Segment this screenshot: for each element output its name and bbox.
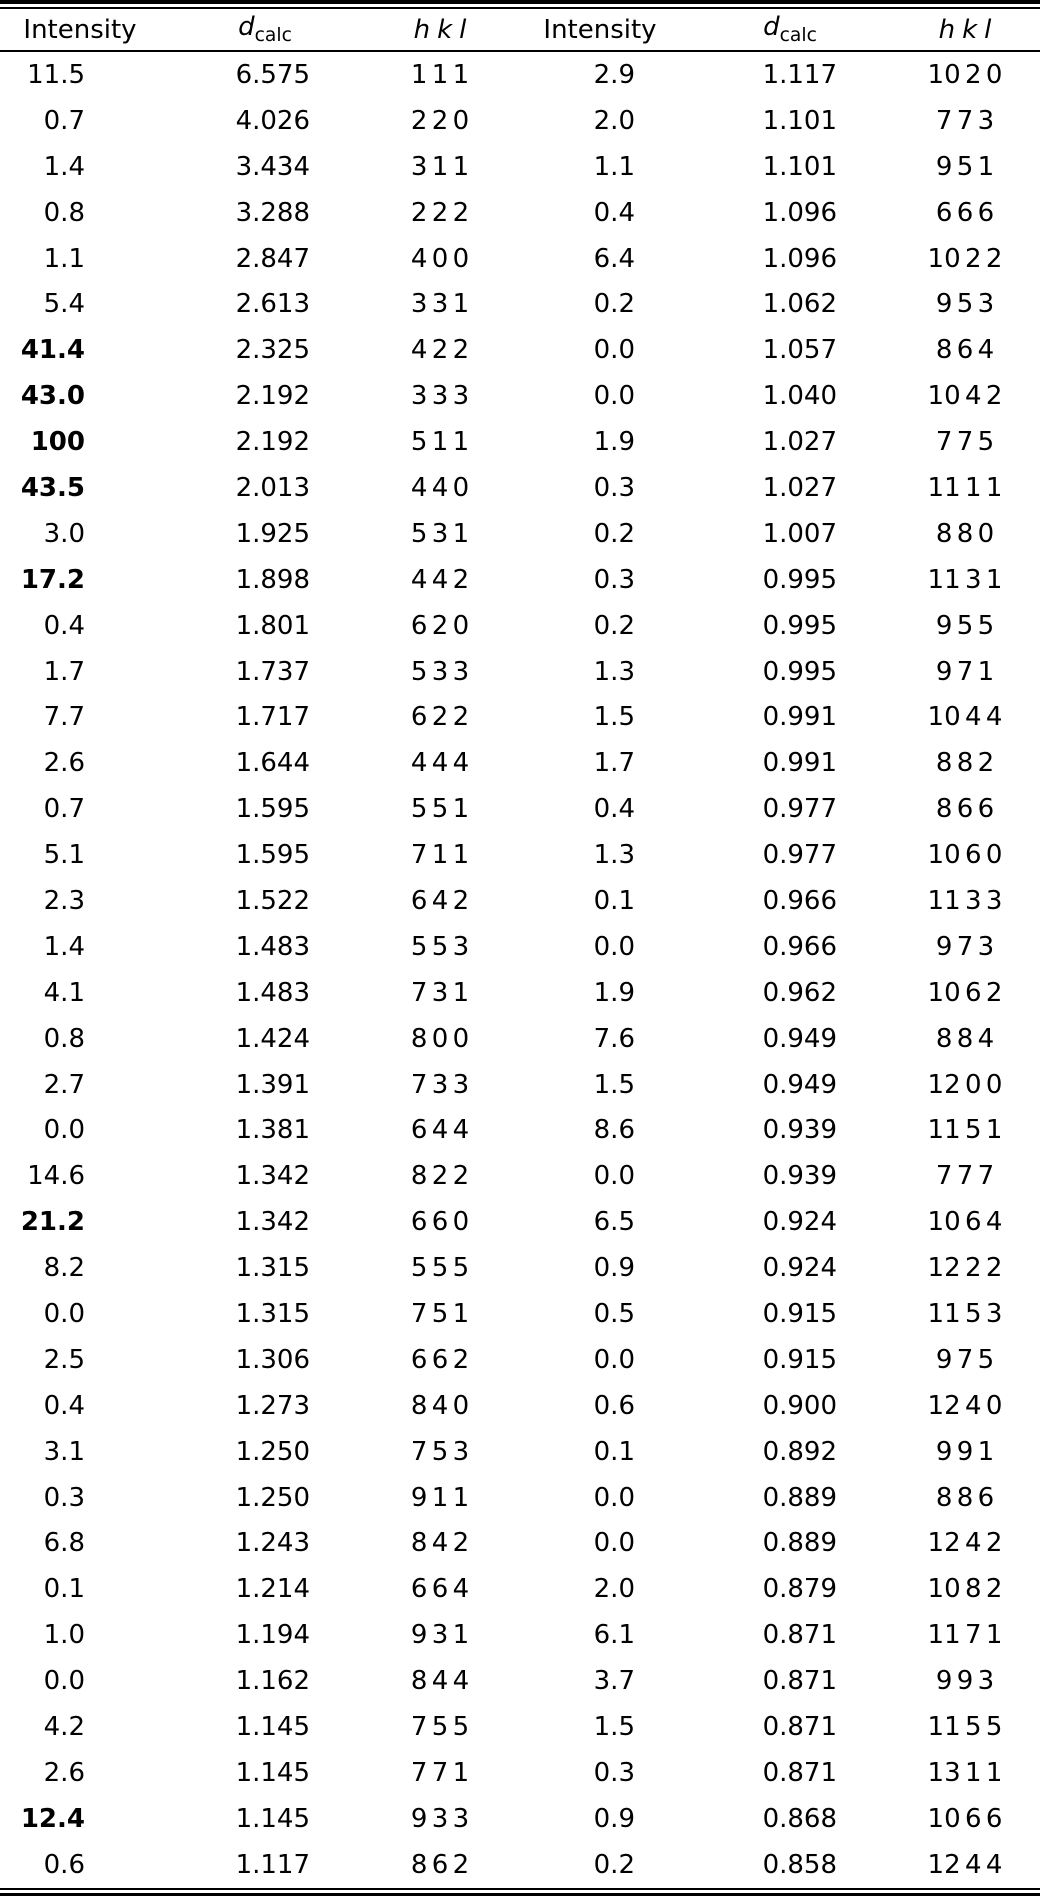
intensity-cell: 7.6 — [593, 1023, 635, 1054]
hkl-cell: 1 1 1 — [410, 59, 470, 90]
intensity-cell: 17.2 — [20, 564, 85, 595]
dcalc-cell: 1.101 — [762, 151, 837, 182]
hkl-cell: 4 4 4 — [410, 748, 470, 779]
hkl-cell: 9 5 5 — [935, 610, 995, 641]
intensity-cell: 1.9 — [593, 977, 635, 1008]
dcalc-cell: 2.325 — [235, 335, 310, 366]
hkl-cell: 3 3 1 — [410, 289, 470, 320]
dcalc-cell: 2.192 — [235, 381, 310, 412]
dcalc-cell: 1.117 — [762, 59, 837, 90]
intensity-cell: 0.0 — [43, 1666, 85, 1697]
table-row — [0, 1016, 1040, 1062]
intensity-cell: 14.6 — [27, 1161, 85, 1192]
hkl-cell: 3 1 1 — [410, 151, 470, 182]
dcalc-cell: 1.145 — [235, 1803, 310, 1834]
dcalc-cell: 1.096 — [762, 197, 837, 228]
header-dcalc-right-symbol: d — [763, 12, 780, 43]
dcalc-cell: 1.057 — [762, 335, 837, 366]
table-row — [0, 1199, 1040, 1245]
intensity-cell: 0.2 — [593, 518, 635, 549]
hkl-cell: 9 7 5 — [935, 1344, 995, 1375]
header-hkl-right-label: h k l — [938, 14, 992, 45]
intensity-cell: 43.0 — [20, 381, 85, 412]
intensity-cell: 0.0 — [593, 1482, 635, 1513]
header-dcalc-left-symbol: d — [238, 12, 255, 43]
dcalc-cell: 2.613 — [235, 289, 310, 320]
intensity-cell: 2.3 — [43, 885, 85, 916]
header-dcalc-left-sub: calc — [254, 25, 292, 47]
table-row — [0, 1796, 1040, 1842]
dcalc-cell: 1.243 — [235, 1528, 310, 1559]
dcalc-cell: 1.027 — [762, 427, 837, 458]
intensity-cell: 0.4 — [43, 610, 85, 641]
table-row — [0, 144, 1040, 190]
table-row — [0, 465, 1040, 511]
intensity-cell: 0.0 — [593, 1161, 635, 1192]
intensity-cell: 0.0 — [593, 1528, 635, 1559]
dcalc-cell: 1.162 — [235, 1666, 310, 1697]
table-row — [0, 1704, 1040, 1750]
intensity-cell: 0.0 — [593, 931, 635, 962]
hkl-cell: 8 4 2 — [410, 1528, 470, 1559]
hkl-cell: 12 4 0 — [927, 1390, 1003, 1421]
hkl-cell: 5 3 1 — [410, 518, 470, 549]
intensity-cell: 0.4 — [43, 1390, 85, 1421]
header-intensity-right-label: Intensity — [543, 14, 657, 45]
hkl-cell: 12 2 2 — [927, 1253, 1003, 1284]
dcalc-cell: 1.717 — [235, 702, 310, 733]
intensity-cell: 100 — [30, 427, 85, 458]
intensity-cell: 0.1 — [43, 1574, 85, 1605]
intensity-cell: 0.9 — [593, 1253, 635, 1284]
table-bottom-rule — [0, 1888, 1040, 1896]
dcalc-cell: 1.145 — [235, 1712, 310, 1742]
hkl-cell: 5 5 3 — [410, 931, 470, 962]
intensity-cell: 0.2 — [593, 610, 635, 641]
hkl-cell: 9 3 1 — [410, 1620, 470, 1651]
intensity-cell: 11.5 — [27, 59, 85, 90]
table-row — [0, 970, 1040, 1016]
table-row — [0, 1291, 1040, 1337]
intensity-cell: 2.0 — [593, 105, 635, 136]
intensity-cell: 0.3 — [593, 564, 635, 595]
hkl-cell: 9 3 3 — [410, 1803, 470, 1834]
dcalc-cell: 1.040 — [762, 381, 837, 412]
dcalc-cell: 0.871 — [762, 1712, 837, 1742]
dcalc-cell: 0.995 — [762, 610, 837, 641]
table-row — [0, 603, 1040, 649]
dcalc-cell: 1.315 — [235, 1298, 310, 1329]
header-intensity-left — [0, 15, 160, 45]
header-dcalc-right-sub: calc — [779, 25, 817, 47]
hkl-cell: 8 8 0 — [935, 518, 995, 549]
hkl-cell: 10 4 2 — [927, 381, 1003, 412]
intensity-cell: 1.3 — [593, 840, 635, 871]
hkl-cell: 8 8 6 — [935, 1482, 995, 1513]
dcalc-cell: 1.194 — [235, 1620, 310, 1651]
table-row — [0, 373, 1040, 419]
hkl-cell: 6 2 0 — [410, 610, 470, 641]
hkl-cell: 9 9 1 — [935, 1436, 995, 1467]
hkl-cell: 7 5 5 — [410, 1712, 470, 1742]
intensity-cell: 6.8 — [43, 1528, 85, 1559]
dcalc-cell: 1.273 — [235, 1390, 310, 1421]
hkl-cell: 6 2 2 — [410, 702, 470, 733]
hkl-cell: 8 6 2 — [410, 1849, 470, 1880]
intensity-cell: 1.3 — [593, 656, 635, 687]
intensity-cell: 3.7 — [593, 1666, 635, 1697]
intensity-cell: 7.7 — [43, 702, 85, 733]
table-row — [0, 419, 1040, 465]
intensity-cell: 2.5 — [43, 1344, 85, 1375]
hkl-cell: 3 3 3 — [410, 381, 470, 412]
dcalc-cell: 0.892 — [762, 1436, 837, 1467]
intensity-cell: 6.1 — [593, 1620, 635, 1651]
table-row — [0, 236, 1040, 282]
table-row — [0, 694, 1040, 740]
dcalc-cell: 1.801 — [235, 610, 310, 641]
hkl-cell: 10 6 6 — [927, 1803, 1003, 1834]
dcalc-cell: 0.995 — [762, 564, 837, 595]
hkl-cell: 10 2 2 — [927, 243, 1003, 274]
dcalc-cell: 1.522 — [235, 885, 310, 916]
intensity-cell: 0.0 — [593, 335, 635, 366]
intensity-cell: 1.0 — [43, 1620, 85, 1651]
dcalc-cell: 0.966 — [762, 885, 837, 916]
intensity-cell: 0.0 — [593, 381, 635, 412]
dcalc-cell: 0.991 — [762, 748, 837, 779]
dcalc-cell: 0.889 — [762, 1528, 837, 1559]
dcalc-cell: 0.962 — [762, 977, 837, 1008]
hkl-cell: 5 5 5 — [410, 1253, 470, 1284]
header-hkl-left-label: h k l — [413, 14, 467, 45]
hkl-cell: 4 4 0 — [410, 472, 470, 503]
dcalc-cell: 1.925 — [235, 518, 310, 549]
hkl-cell: 7 5 3 — [410, 1436, 470, 1467]
hkl-cell: 12 4 2 — [927, 1528, 1003, 1559]
dcalc-cell: 4.026 — [235, 105, 310, 136]
intensity-cell: 4.1 — [43, 977, 85, 1008]
intensity-cell: 0.7 — [43, 105, 85, 136]
hkl-cell: 11 5 5 — [927, 1712, 1003, 1742]
dcalc-cell: 0.871 — [762, 1620, 837, 1651]
dcalc-cell: 2.192 — [235, 427, 310, 458]
dcalc-cell: 1.214 — [235, 1574, 310, 1605]
intensity-cell: 0.5 — [593, 1298, 635, 1329]
hkl-cell: 4 2 2 — [410, 335, 470, 366]
header-intensity-right — [510, 15, 690, 45]
intensity-cell: 41.4 — [20, 335, 85, 366]
hkl-cell: 8 8 2 — [935, 748, 995, 779]
table-row — [0, 1107, 1040, 1153]
dcalc-cell: 1.145 — [235, 1757, 310, 1788]
intensity-cell: 0.4 — [593, 197, 635, 228]
table-row — [0, 1429, 1040, 1475]
dcalc-cell: 1.250 — [235, 1482, 310, 1513]
hkl-cell: 6 4 2 — [410, 885, 470, 916]
intensity-cell: 8.6 — [593, 1115, 635, 1146]
intensity-cell: 2.6 — [43, 748, 85, 779]
table-row — [0, 511, 1040, 557]
hkl-cell: 4 4 2 — [410, 564, 470, 595]
hkl-cell: 7 3 1 — [410, 977, 470, 1008]
intensity-cell: 1.4 — [43, 151, 85, 182]
dcalc-cell: 0.889 — [762, 1482, 837, 1513]
dcalc-cell: 1.096 — [762, 243, 837, 274]
table-row — [0, 1842, 1040, 1888]
hkl-cell: 7 7 1 — [410, 1757, 470, 1788]
table-row — [0, 52, 1040, 98]
table-header — [0, 9, 1040, 52]
dcalc-cell: 1.315 — [235, 1253, 310, 1284]
dcalc-cell: 1.250 — [235, 1436, 310, 1467]
dcalc-cell: 0.915 — [762, 1298, 837, 1329]
hkl-cell: 11 3 3 — [927, 885, 1003, 916]
table-row — [0, 1658, 1040, 1704]
dcalc-cell: 1.898 — [235, 564, 310, 595]
hkl-cell: 6 6 2 — [410, 1344, 470, 1375]
hkl-cell: 7 7 3 — [935, 105, 995, 136]
intensity-cell: 0.0 — [43, 1298, 85, 1329]
dcalc-cell: 1.381 — [235, 1115, 310, 1146]
dcalc-cell: 3.288 — [235, 197, 310, 228]
hkl-cell: 8 2 2 — [410, 1161, 470, 1192]
intensity-cell: 0.1 — [593, 885, 635, 916]
table-top-rule — [0, 0, 1040, 9]
table-row — [0, 281, 1040, 327]
intensity-cell: 3.1 — [43, 1436, 85, 1467]
dcalc-cell: 0.879 — [762, 1574, 837, 1605]
intensity-cell: 2.6 — [43, 1757, 85, 1788]
dcalc-cell: 1.342 — [235, 1207, 310, 1238]
hkl-cell: 6 6 6 — [935, 197, 995, 228]
intensity-cell: 0.2 — [593, 1849, 635, 1880]
hkl-cell: 7 7 7 — [935, 1161, 995, 1192]
intensity-cell: 1.5 — [593, 1069, 635, 1100]
intensity-cell: 0.6 — [43, 1849, 85, 1880]
hkl-cell: 8 4 0 — [410, 1390, 470, 1421]
intensity-cell: 0.2 — [593, 289, 635, 320]
dcalc-cell: 1.342 — [235, 1161, 310, 1192]
hkl-cell: 9 9 3 — [935, 1666, 995, 1697]
hkl-cell: 10 4 4 — [927, 702, 1003, 733]
dcalc-cell: 0.871 — [762, 1757, 837, 1788]
dcalc-cell: 0.924 — [762, 1253, 837, 1284]
hkl-cell: 6 4 4 — [410, 1115, 470, 1146]
intensity-cell: 0.3 — [43, 1482, 85, 1513]
hkl-cell: 9 7 3 — [935, 931, 995, 962]
hkl-cell: 11 5 3 — [927, 1298, 1003, 1329]
dcalc-cell: 6.575 — [235, 59, 310, 90]
dcalc-cell: 1.027 — [762, 472, 837, 503]
hkl-cell: 8 4 4 — [410, 1666, 470, 1697]
hkl-cell: 8 6 6 — [935, 794, 995, 825]
header-hkl-right — [890, 15, 1040, 45]
dcalc-cell: 0.977 — [762, 794, 837, 825]
hkl-cell: 8 8 4 — [935, 1023, 995, 1054]
dcalc-cell: 1.595 — [235, 794, 310, 825]
intensity-cell: 12.4 — [20, 1803, 85, 1834]
intensity-cell: 0.8 — [43, 1023, 85, 1054]
intensity-cell: 1.4 — [43, 931, 85, 962]
dcalc-cell: 0.868 — [762, 1803, 837, 1834]
hkl-cell: 6 6 4 — [410, 1574, 470, 1605]
table-row — [0, 1750, 1040, 1796]
intensity-cell: 0.0 — [593, 1344, 635, 1375]
dcalc-cell: 0.939 — [762, 1161, 837, 1192]
hkl-cell: 10 6 0 — [927, 840, 1003, 871]
hkl-cell: 2 2 0 — [410, 105, 470, 136]
dcalc-cell: 0.949 — [762, 1023, 837, 1054]
header-intensity-left-label: Intensity — [23, 14, 137, 45]
intensity-cell: 1.7 — [43, 656, 85, 687]
table-row — [0, 740, 1040, 786]
dcalc-cell: 0.949 — [762, 1069, 837, 1100]
intensity-cell: 1.5 — [593, 1712, 635, 1742]
dcalc-cell: 1.483 — [235, 977, 310, 1008]
hkl-cell: 10 2 0 — [927, 59, 1003, 90]
hkl-cell: 9 5 1 — [935, 151, 995, 182]
intensity-cell: 0.8 — [43, 197, 85, 228]
intensity-cell: 0.3 — [593, 472, 635, 503]
intensity-cell: 43.5 — [20, 472, 85, 503]
intensity-cell: 8.2 — [43, 1253, 85, 1284]
table-row — [0, 649, 1040, 695]
table-row — [0, 327, 1040, 373]
intensity-cell: 1.9 — [593, 427, 635, 458]
dcalc-cell: 1.306 — [235, 1344, 310, 1375]
dcalc-cell: 0.995 — [762, 656, 837, 687]
dcalc-cell: 0.915 — [762, 1344, 837, 1375]
hkl-cell: 8 6 4 — [935, 335, 995, 366]
hkl-cell: 4 0 0 — [410, 243, 470, 274]
intensity-cell: 0.7 — [43, 794, 85, 825]
header-hkl-left — [370, 15, 510, 45]
dcalc-cell: 0.858 — [762, 1849, 837, 1880]
intensity-cell: 2.7 — [43, 1069, 85, 1100]
header-dcalc-right — [690, 12, 890, 46]
hkl-cell: 5 3 3 — [410, 656, 470, 687]
intensity-cell: 4.2 — [43, 1712, 85, 1742]
hkl-cell: 11 1 1 — [927, 472, 1003, 503]
dcalc-cell: 0.977 — [762, 840, 837, 871]
hkl-cell: 10 6 4 — [927, 1207, 1003, 1238]
hkl-cell: 5 1 1 — [410, 427, 470, 458]
hkl-cell: 7 5 1 — [410, 1298, 470, 1329]
intensity-cell: 0.0 — [43, 1115, 85, 1146]
dcalc-cell: 0.966 — [762, 931, 837, 962]
table-row — [0, 878, 1040, 924]
intensity-cell: 5.4 — [43, 289, 85, 320]
dcalc-cell: 0.939 — [762, 1115, 837, 1146]
dcalc-cell: 0.924 — [762, 1207, 837, 1238]
intensity-cell: 1.1 — [593, 151, 635, 182]
hkl-cell: 8 0 0 — [410, 1023, 470, 1054]
hkl-cell: 10 8 2 — [927, 1574, 1003, 1605]
intensity-cell: 1.1 — [43, 243, 85, 274]
table-row — [0, 1245, 1040, 1291]
hkl-cell: 10 6 2 — [927, 977, 1003, 1008]
table-row — [0, 1153, 1040, 1199]
table-row — [0, 924, 1040, 970]
table-row — [0, 786, 1040, 832]
dcalc-cell: 0.991 — [762, 702, 837, 733]
dcalc-cell: 1.644 — [235, 748, 310, 779]
intensity-cell: 0.1 — [593, 1436, 635, 1467]
dcalc-cell: 0.900 — [762, 1390, 837, 1421]
intensity-cell: 1.7 — [593, 748, 635, 779]
intensity-cell: 0.6 — [593, 1390, 635, 1421]
hkl-cell: 9 7 1 — [935, 656, 995, 687]
intensity-cell: 2.0 — [593, 1574, 635, 1605]
table-row — [0, 557, 1040, 603]
table-row — [0, 1475, 1040, 1521]
hkl-cell: 13 1 1 — [927, 1757, 1003, 1788]
intensity-cell: 1.5 — [593, 702, 635, 733]
hkl-cell: 7 3 3 — [410, 1069, 470, 1100]
hkl-cell: 11 5 1 — [927, 1115, 1003, 1146]
dcalc-cell: 1.101 — [762, 105, 837, 136]
intensity-cell: 0.3 — [593, 1757, 635, 1788]
dcalc-cell: 3.434 — [235, 151, 310, 182]
table-row — [0, 832, 1040, 878]
hkl-cell: 7 1 1 — [410, 840, 470, 871]
hkl-cell: 12 0 0 — [927, 1069, 1003, 1100]
hkl-cell: 6 6 0 — [410, 1207, 470, 1238]
dcalc-cell: 2.013 — [235, 472, 310, 503]
table-row — [0, 1612, 1040, 1658]
intensity-cell: 3.0 — [43, 518, 85, 549]
intensity-cell: 0.4 — [593, 794, 635, 825]
intensity-cell: 6.4 — [593, 243, 635, 274]
intensity-cell: 21.2 — [20, 1207, 85, 1238]
dcalc-cell: 1.483 — [235, 931, 310, 962]
intensity-cell: 5.1 — [43, 840, 85, 871]
hkl-cell: 2 2 2 — [410, 197, 470, 228]
hkl-cell: 11 7 1 — [927, 1620, 1003, 1651]
dcalc-cell: 1.007 — [762, 518, 837, 549]
dcalc-cell: 2.847 — [235, 243, 310, 274]
dcalc-cell: 1.391 — [235, 1069, 310, 1100]
table-row — [0, 1383, 1040, 1429]
hkl-cell: 12 4 4 — [927, 1849, 1003, 1880]
intensity-cell: 0.9 — [593, 1803, 635, 1834]
dcalc-cell: 1.424 — [235, 1023, 310, 1054]
header-dcalc-left — [160, 12, 370, 46]
intensity-cell: 6.5 — [593, 1207, 635, 1238]
hkl-cell: 11 3 1 — [927, 564, 1003, 595]
hkl-cell: 5 5 1 — [410, 794, 470, 825]
dcalc-cell: 0.871 — [762, 1666, 837, 1697]
hkl-cell: 9 5 3 — [935, 289, 995, 320]
table-row — [0, 98, 1040, 144]
table-row — [0, 1566, 1040, 1612]
hkl-cell: 7 7 5 — [935, 427, 995, 458]
dcalc-cell: 1.737 — [235, 656, 310, 687]
table-row — [0, 1521, 1040, 1567]
dcalc-cell: 1.062 — [762, 289, 837, 320]
table-row — [0, 1062, 1040, 1108]
dcalc-cell: 1.595 — [235, 840, 310, 871]
table-body — [0, 52, 1040, 1888]
table-row — [0, 1337, 1040, 1383]
table-row — [0, 190, 1040, 236]
hkl-cell: 9 1 1 — [410, 1482, 470, 1513]
intensity-cell: 2.9 — [593, 59, 635, 90]
dcalc-cell: 1.117 — [235, 1849, 310, 1880]
